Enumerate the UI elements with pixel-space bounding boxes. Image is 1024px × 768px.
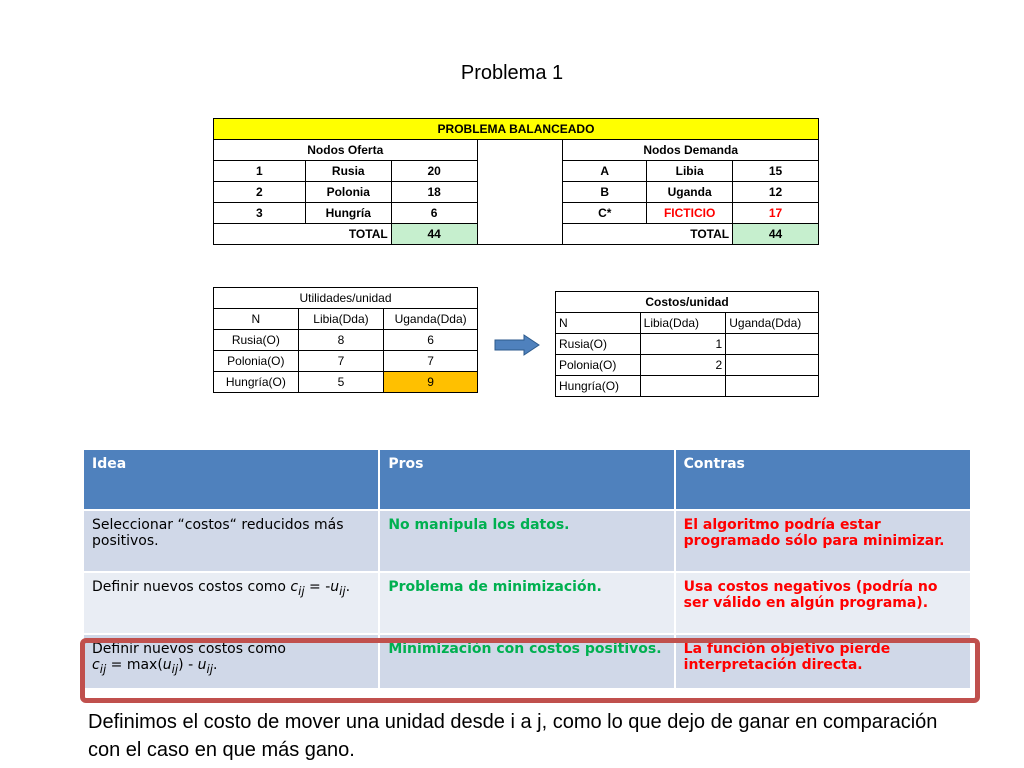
supply-total: 44 [391, 224, 477, 245]
table-row [556, 334, 819, 355]
demand-id: C* [563, 203, 647, 224]
cell [726, 376, 819, 397]
supply-name: Hungría [305, 203, 391, 224]
column-header-contras: Contras [675, 450, 970, 510]
column-header: Uganda(Dda) [726, 313, 819, 334]
costs-table [555, 291, 819, 397]
column-header: N [214, 309, 299, 330]
column-header: Libia(Dda) [640, 313, 726, 334]
column-header-idea: Idea [84, 450, 379, 510]
table-row [214, 330, 478, 351]
demand-name: Libia [647, 161, 733, 182]
supply-total-label: TOTAL [214, 224, 392, 245]
supply-name: Polonia [305, 182, 391, 203]
table-row [84, 510, 970, 572]
footer-text: Definimos el costo de mover una unidad desde i a j, como lo que dejo de ganar en comparación con el caso en que más gano. [88, 711, 938, 761]
table-row [84, 572, 970, 634]
demand-header: Nodos Demanda [563, 140, 819, 161]
row-label: Hungría(O) [214, 372, 299, 393]
demand-value: 15 [733, 161, 819, 182]
table-row [556, 376, 819, 397]
demand-value: 12 [733, 182, 819, 203]
cell [726, 334, 819, 355]
idea-cell: Seleccionar “costos“ reducidos más positivos. [84, 510, 379, 572]
row-label: Polonia(O) [556, 355, 641, 376]
right-arrow-icon [494, 334, 540, 356]
supply-value: 20 [391, 161, 477, 182]
demand-value: 17 [733, 203, 819, 224]
utilities-header: Utilidades/unidad [214, 288, 478, 309]
cell: 7 [384, 351, 478, 372]
demand-id: B [563, 182, 647, 203]
cell: 1 [640, 334, 726, 355]
pros-cell: No manipula los datos. [379, 510, 674, 572]
column-header: Uganda(Dda) [384, 309, 478, 330]
table-row [214, 351, 478, 372]
table-row [214, 372, 478, 393]
cell: 5 [298, 372, 384, 393]
cell: 2 [640, 355, 726, 376]
row-label: Polonia(O) [214, 351, 299, 372]
demand-id: A [563, 161, 647, 182]
row-label: Hungría(O) [556, 376, 641, 397]
column-header: Libia(Dda) [298, 309, 384, 330]
page-title: Problema 1 [460, 62, 564, 84]
idea-cell: Definir nuevos costos como $c_{ij} = \max(u_{ij}) - u_{ij}$. [84, 634, 379, 688]
row-label: Rusia(O) [214, 330, 299, 351]
cons-cell: El algoritmo podría estar programado sólo para minimizar. [675, 510, 970, 572]
supply-value: 6 [391, 203, 477, 224]
row-label: Rusia(O) [556, 334, 641, 355]
cell: 8 [298, 330, 384, 351]
balanced-problem-table [213, 118, 819, 245]
demand-total-label: TOTAL [563, 224, 733, 245]
costs-header: Costos/unidad [556, 292, 819, 313]
balanced-header: PROBLEMA BALANCEADO [214, 119, 819, 140]
demand-total: 44 [733, 224, 819, 245]
demand-name: FICTICIO [647, 203, 733, 224]
supply-id: 1 [214, 161, 306, 182]
ideas-table [84, 450, 970, 688]
idea-cell: Definir nuevos costos como $c_{ij} = -u_{ij}$. [84, 572, 379, 634]
table-row [556, 355, 819, 376]
table-row [84, 634, 970, 688]
spacer-cell [477, 140, 563, 245]
pros-cell: Problema de minimización. [379, 572, 674, 634]
supply-value: 18 [391, 182, 477, 203]
column-header-pros: Pros [379, 450, 674, 510]
cell: 6 [384, 330, 478, 351]
pros-cell: Minimización con costos positivos. [379, 634, 674, 688]
cons-cell: Usa costos negativos (podría no ser válido en algún programa). [675, 572, 970, 634]
utilities-table [213, 287, 478, 393]
cell: 7 [298, 351, 384, 372]
supply-header: Nodos Oferta [214, 140, 478, 161]
supply-id: 2 [214, 182, 306, 203]
supply-name: Rusia [305, 161, 391, 182]
cell-highlighted: 9 [384, 372, 478, 393]
cell [640, 376, 726, 397]
demand-name: Uganda [647, 182, 733, 203]
cell [726, 355, 819, 376]
cons-cell: La función objetivo pierde interpretación directa. [675, 634, 970, 688]
supply-id: 3 [214, 203, 306, 224]
column-header: N [556, 313, 641, 334]
